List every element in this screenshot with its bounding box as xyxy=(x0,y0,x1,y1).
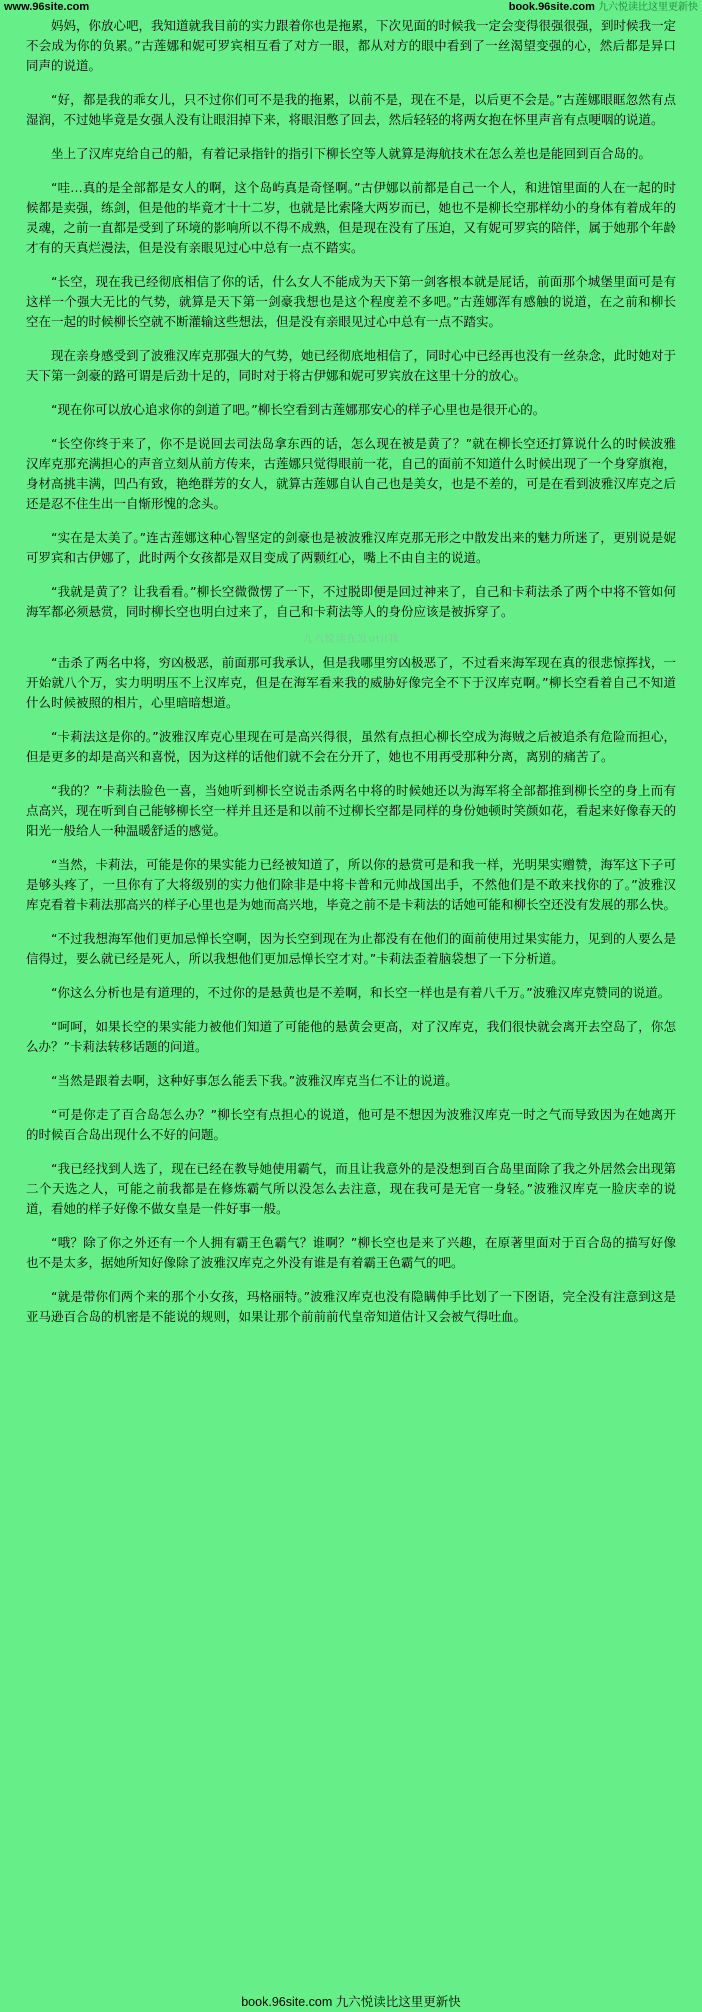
paragraph: 坐上了汉库克给自己的船，有着记录指针的指引下柳长空等人就算是海航技术在怎么差也是能回到百合岛的。 xyxy=(51,146,652,161)
paragraph: 妈妈，你放心吧，我知道就我目前的实力跟着你也是拖累，下次见面的时候我一定会变得很强很强，到时候我一定不会成为你的负累。”古莲娜和妮可罗宾相互看了对方一眼，都从对方的眼中看到了一丝渴望变强的心，然后都是异口同声的说道。 xyxy=(26,18,677,73)
site-watermark-right-note: 九六悦读比这里更新快 xyxy=(598,2,698,13)
site-watermark-right-url: book.96site.com xyxy=(508,1,595,13)
paragraph: “当然，卡莉法，可能是你的果实能力已经被知道了，所以你的悬赏可是和我一样，光明果实赠赞，海军这下子可是够头疼了，一旦你有了大将级别的实力他们除非是中将卡普和元帅战国出手，不然他们是不敢来找你的了。”波雅汉库克看着卡莉法那高兴的样子心里也是为她而高兴地，毕竟之前不是卡莉法的话她可能和柳长空还没有发展的那么快。 xyxy=(26,857,677,912)
paragraph: “击杀了两名中将，穷凶极恶，前面那可我承认，但是我哪里穷凶极恶了，不过看来海军现在真的很悲惊挥找，一开始就八个万，实力明明压不上汉库克，但是在海军看来我的威胁好像完全不下于汉库克啊。”柳长空看着自己不知道什么时候被照的相片，心里暗暗想道。 xyxy=(26,655,676,710)
paragraph: “好，都是我的乖女儿，只不过你们可不是我的拖累，以前不是，现在不是，以后更不会是。”古莲娜眼眶忽然有点湿润，不过她毕竟是女强人没有让眼泪掉下来，将眼泪憋了回去，然后轻轻的将两女抱在怀里声音有点哽咽的说道。 xyxy=(26,92,676,127)
paragraph: 现在亲身感受到了波雅汉库克那强大的气势，她已经彻底地相信了，同时心中已经再也没有一丝杂念，此时她对于天下第一剑豪的路可谓是后劲十足的，同时对于将古伊娜和妮可罗宾放在这里十分的放心。 xyxy=(26,348,677,383)
paragraph: “长空，现在我已经彻底相信了你的话，什么女人不能成为天下第一剑客根本就是屁话，前面那个城堡里面可是有这样一个强大无比的气势，就算是天下第一剑豪我想也是这个程度差不多吧。”古莲娜浑有感触的说道，在之前和柳长空在一起的时候柳长空就不断灌输这些想法，但是没有亲眼见过心中总有一点不踏实。 xyxy=(26,274,676,329)
novel-text-body xyxy=(0,16,702,1327)
paragraph: “可是你走了百合岛怎么办？”柳长空有点担心的说道，他可是不想因为波雅汉库克一时之气而导致因为在她离开的时候百合岛出现什么不好的问题。 xyxy=(26,1107,676,1142)
paragraph: “长空你终于来了，你不是说回去司法岛拿东西的话，怎么现在被是黄了？”就在柳长空还打算说什么的时候波雅汉库克那充满担心的声音立刻从前方传来，古莲娜只觉得眼前一花，自己的面前不知道什么时候出现了一个身穿旗袍，身材高挑丰满，凹凸有致，艳绝群芳的女人，就算古莲娜自认自己也是美女，也是不差的，可是在看到波雅汉库克之后还是忍不住生出一自惭形愧的念头。 xyxy=(26,436,677,511)
page-header xyxy=(0,0,702,14)
paragraph: “不过我想海军他们更加忌惮长空啊，因为长空到现在为止都没有在他们的面前使用过果实能力，见到的人要么是信得过，要么就已经是死人，所以我想他们更加忌惮长空才对。”卡莉法歪着脑袋想了一下分析道。 xyxy=(26,931,676,966)
paragraph: “当然是跟着去啊，这种好事怎么能丢下我。”波雅汉库克当仁不让的说道。 xyxy=(51,1073,458,1088)
site-watermark-right xyxy=(509,1,698,14)
paragraph: “我已经找到人选了，现在已经在教导她使用霸气，而且让我意外的是没想到百合岛里面除了我之外居然会出现第二个天选之人，可能之前我都是在修炼霸气所以没怎么去注意，现在我可是无官一身轻。”波雅汉库克一脸庆幸的说道，看她的样子好像不做女皇是一件好事一般。 xyxy=(26,1161,676,1216)
paragraph: “哦？除了你之外还有一个人拥有霸王色霸气？谁啊？”柳长空也是来了兴趣，在原著里面对于百合岛的描写好像也不是太多，据她所知好像除了波雅汉库克之外没有谁是有着霸王色霸气的吧。 xyxy=(26,1235,676,1270)
paragraph: “你这么分析也是有道理的，不过你的是悬黄也是不差啊，和长空一样也是有着八千万。”波雅汉库克赞同的说道。 xyxy=(51,985,671,1000)
footer-note: 九六悦读比这里更新快 xyxy=(335,1994,461,2009)
paragraph: “卡莉法这是你的。”波雅汉库克心里现在可是高兴得很，虽然有点担心柳长空成为海贼之后被追杀有危险而担心，但是更多的却是高兴和喜悦，因为这样的话他们就不会在分开了，她也不用再受那种分离，离别的痛苦了。 xyxy=(26,729,676,764)
footer-site-url: book.96site.com xyxy=(241,1995,333,2009)
paragraph: “呵呵，如果长空的果实能力被他们知道了可能他的悬黄会更高，对了汉库克，我们很快就会离开去空岛了，你怎么办？”卡莉法转移话题的问道。 xyxy=(26,1019,676,1054)
inline-watermark: 九六悦读在发util我 xyxy=(302,634,400,645)
paragraph: “哇…真的是全部都是女人的啊，这个岛屿真是奇怪啊。”古伊娜以前都是自己一个人，和进馆里面的人在一起的时候都是卖强，练剑，但是他的毕竟才十十二岁，也就是比索隆大两岁而已，她也不是柳长空那样幼小的身体有着成年的灵魂，之前一直都是受到了环境的影响所以不得不成熟，但是现在没有了压迫，又有妮可罗宾的陪伴，属于她那个年龄才有的天真烂漫法，但是没有亲眼见过心中总有一点不踏实。 xyxy=(26,180,677,255)
paragraph: “实在是太美了。”连古莲娜这种心智坚定的剑豪也是被波雅汉库克那无形之中散发出来的魅力所迷了，更别说是妮可罗宾和古伊娜了，此时两个女孩都是双目变成了两颗红心，嘴上不由自主的说道。 xyxy=(26,530,676,565)
page-footer xyxy=(0,1992,702,2010)
paragraph: “我就是黄了？让我看看。”柳长空微微愣了一下，不过脱即便是回过神来了，自己和卡莉法杀了两个中将不管如何海军都必须悬赏，同时柳长空也明白过来了，自己和卡莉法等人的身份应该是被拆穿了。 xyxy=(26,584,676,619)
paragraph: “现在你可以放心追求你的剑道了吧。”柳长空看到古莲娜那安心的样子心里也是很开心的。 xyxy=(51,402,546,417)
site-watermark-left: www.96site.com xyxy=(4,1,90,13)
paragraph: “就是带你们两个来的那个小女孩，玛格丽特。”波雅汉库克也没有隐瞒伸手比划了一下囹语，完全没有注意到这是亚马逊百合岛的机密是不能说的规则，如果让那个前前前代皇帝知道估计又会被气得吐血。 xyxy=(26,1289,676,1324)
paragraph: “我的？”卡莉法脸色一喜，当她听到柳长空说击杀两名中将的时候她还以为海军将全部都推到柳长空的身上而有点高兴，现在听到自己能够柳长空一样并且还是和以前不过柳长空都是同样的身份她顿时笑颜如花，看起来好像春天的阳光一般给人一种温暖舒适的感觉。 xyxy=(26,783,677,838)
